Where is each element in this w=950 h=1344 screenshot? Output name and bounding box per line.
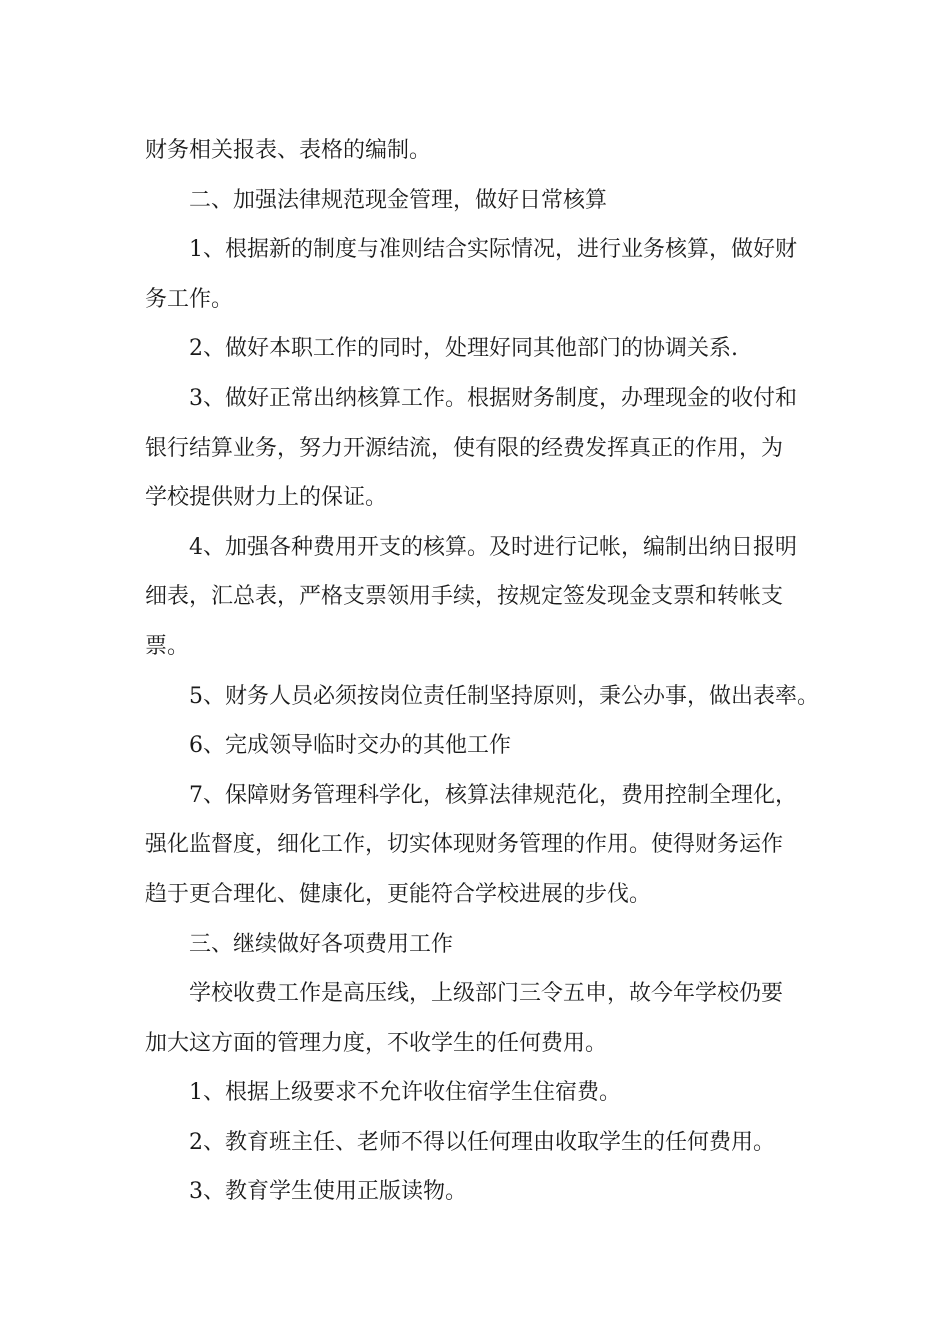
list-item-2: 2、教育班主任、老师不得以任何理由收取学生的任何费用。 bbox=[189, 1129, 775, 1155]
section-heading-2: 二、加强法律规范现金管理，做好日常核算 bbox=[189, 187, 608, 213]
text-line: 细表，汇总表，严格支票领用手续，按规定签发现金支票和转帐支 bbox=[145, 584, 784, 610]
text-line: 票。 bbox=[145, 633, 190, 659]
list-item-3: 3、教育学生使用正版读物。 bbox=[189, 1179, 467, 1205]
list-item-7: 7、保障财务管理科学化，核算法律规范化，费用控制全理化， bbox=[189, 782, 797, 808]
text-line: 银行结算业务，努力开源结流，使有限的经费发挥真正的作用，为 bbox=[145, 435, 784, 461]
text-line: 加大这方面的管理力度，不收学生的任何费用。 bbox=[145, 1030, 608, 1056]
text-line: 学校提供财力上的保证。 bbox=[145, 485, 388, 511]
list-item-5: 5、财务人员必须按岗位责任制坚持原则，秉公办事，做出表率。 bbox=[189, 683, 819, 709]
body-text bbox=[145, 126, 819, 1217]
paragraph-line: 学校收费工作是高压线，上级部门三令五申，故今年学校仍要 bbox=[189, 981, 784, 1007]
text-line: 强化监督度，细化工作，切实体现财务管理的作用。使得财务运作 bbox=[145, 832, 784, 858]
list-item-4: 4、加强各种费用开支的核算。及时进行记帐，编制出纳日报明 bbox=[189, 534, 797, 560]
text-line-continuation: 财务相关报表、表格的编制。 bbox=[145, 138, 432, 163]
text-line: 务工作。 bbox=[145, 286, 234, 312]
list-item-1: 1、根据新的制度与准则结合实际情况，进行业务核算，做好财 bbox=[189, 237, 797, 263]
list-item-2: 2、做好本职工作的同时，处理好同其他部门的协调关系. bbox=[189, 336, 738, 362]
list-item-1: 1、根据上级要求不允许收住宿学生住宿费。 bbox=[189, 1080, 621, 1106]
text-line: 趋于更合理化、健康化，更能符合学校进展的步伐。 bbox=[145, 881, 652, 907]
list-item-6: 6、完成领导临时交办的其他工作 bbox=[189, 733, 511, 759]
list-item-3: 3、做好正常出纳核算工作。根据财务制度，办理现金的收付和 bbox=[189, 385, 797, 411]
section-heading-3: 三、继续做好各项费用工作 bbox=[189, 931, 454, 957]
